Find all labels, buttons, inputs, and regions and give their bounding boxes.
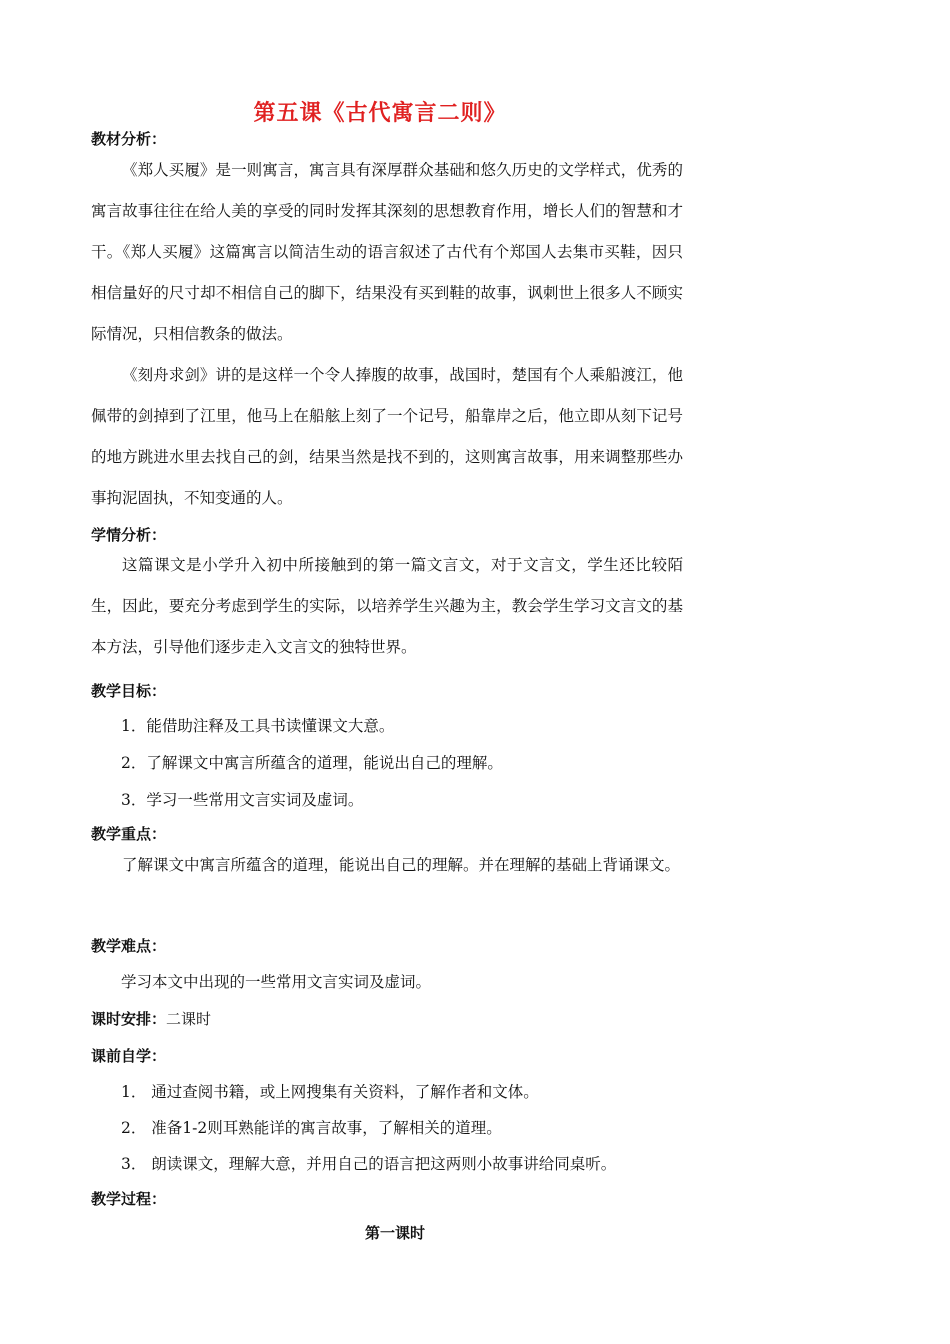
difficulty-paragraph: 学习本文中出现的一些常用文言实词及虚词。 xyxy=(121,973,432,991)
section-heading-goals: 教学目标： xyxy=(91,682,167,700)
document-title: 第五课《古代寓言二则》 xyxy=(253,100,507,126)
section-heading-process: 教学过程： xyxy=(91,1190,167,1208)
students-paragraph: 这篇课文是小学升入初中所接触到的第一篇文言文，对于文言文，学生还比较陌生，因此，要充分考虑到学生的实际，以培养学生兴趣为主，教会学生学习文言文的基本方法，引导他们逐步走入文言文的独特世界。 xyxy=(91,556,683,656)
section-heading-preview: 课前自学： xyxy=(91,1047,167,1065)
goal-item: 3．学习一些常用文言实词及虚词。 xyxy=(121,791,364,809)
section-heading-key: 教学重点： xyxy=(91,825,167,843)
lesson-1-heading: 第一课时 xyxy=(364,1224,425,1242)
material-paragraph-2: 《刻舟求剑》讲的是这样一个令人捧腹的故事，战国时，楚国有个人乘船渡江，他佩带的剑掉到了江里，他马上在船舷上刻了一个记号，船靠岸之后，他立即从刻下记号的地方跳进水里去找自己的剑，结果当然是找不到的，这则寓言故事，用来调整那些办事拘泥固执，不知变通的人。 xyxy=(91,366,683,507)
preview-item: 3． 朗读课文，理解大意，并用自己的语言把这两则小故事讲给同桌听。 xyxy=(121,1155,617,1173)
section-heading-difficulty: 教学难点： xyxy=(91,937,167,955)
goal-item: 1．能借助注释及工具书读懂课文大意。 xyxy=(121,717,395,735)
schedule-label: 课时安排： xyxy=(91,1010,167,1028)
section-heading-material: 教材分析： xyxy=(91,130,167,148)
schedule-line xyxy=(91,1008,211,1029)
preview-item: 2． 准备1-2则耳熟能详的寓言故事，了解相关的道理。 xyxy=(121,1119,502,1137)
goal-item: 2．了解课文中寓言所蕴含的道理，能说出自己的理解。 xyxy=(121,754,503,772)
preview-item: 1． 通过查阅书籍，或上网搜集有关资料，了解作者和文体。 xyxy=(121,1083,539,1101)
section-heading-students: 学情分析： xyxy=(91,526,167,544)
material-paragraph-1: 《郑人买履》是一则寓言，寓言具有深厚群众基础和悠久历史的文学样式，优秀的寓言故事往往在给人美的享受的同时发挥其深刻的思想教育作用，增长人们的智慧和才干。《郑人买履》这篇寓言以简洁生动的语言叙述了古代有个郑国人去集市买鞋，因只相信量好的尺寸却不相信自己的脚下，结果没有买到鞋的故事，讽刺世上很多人不顾实际情况，只相信教条的做法。 xyxy=(91,161,683,343)
schedule-value: 二课时 xyxy=(166,1010,212,1028)
key-paragraph: 了解课文中寓言所蕴含的道理，能说出自己的理解。并在理解的基础上背诵课文。 xyxy=(122,856,681,874)
